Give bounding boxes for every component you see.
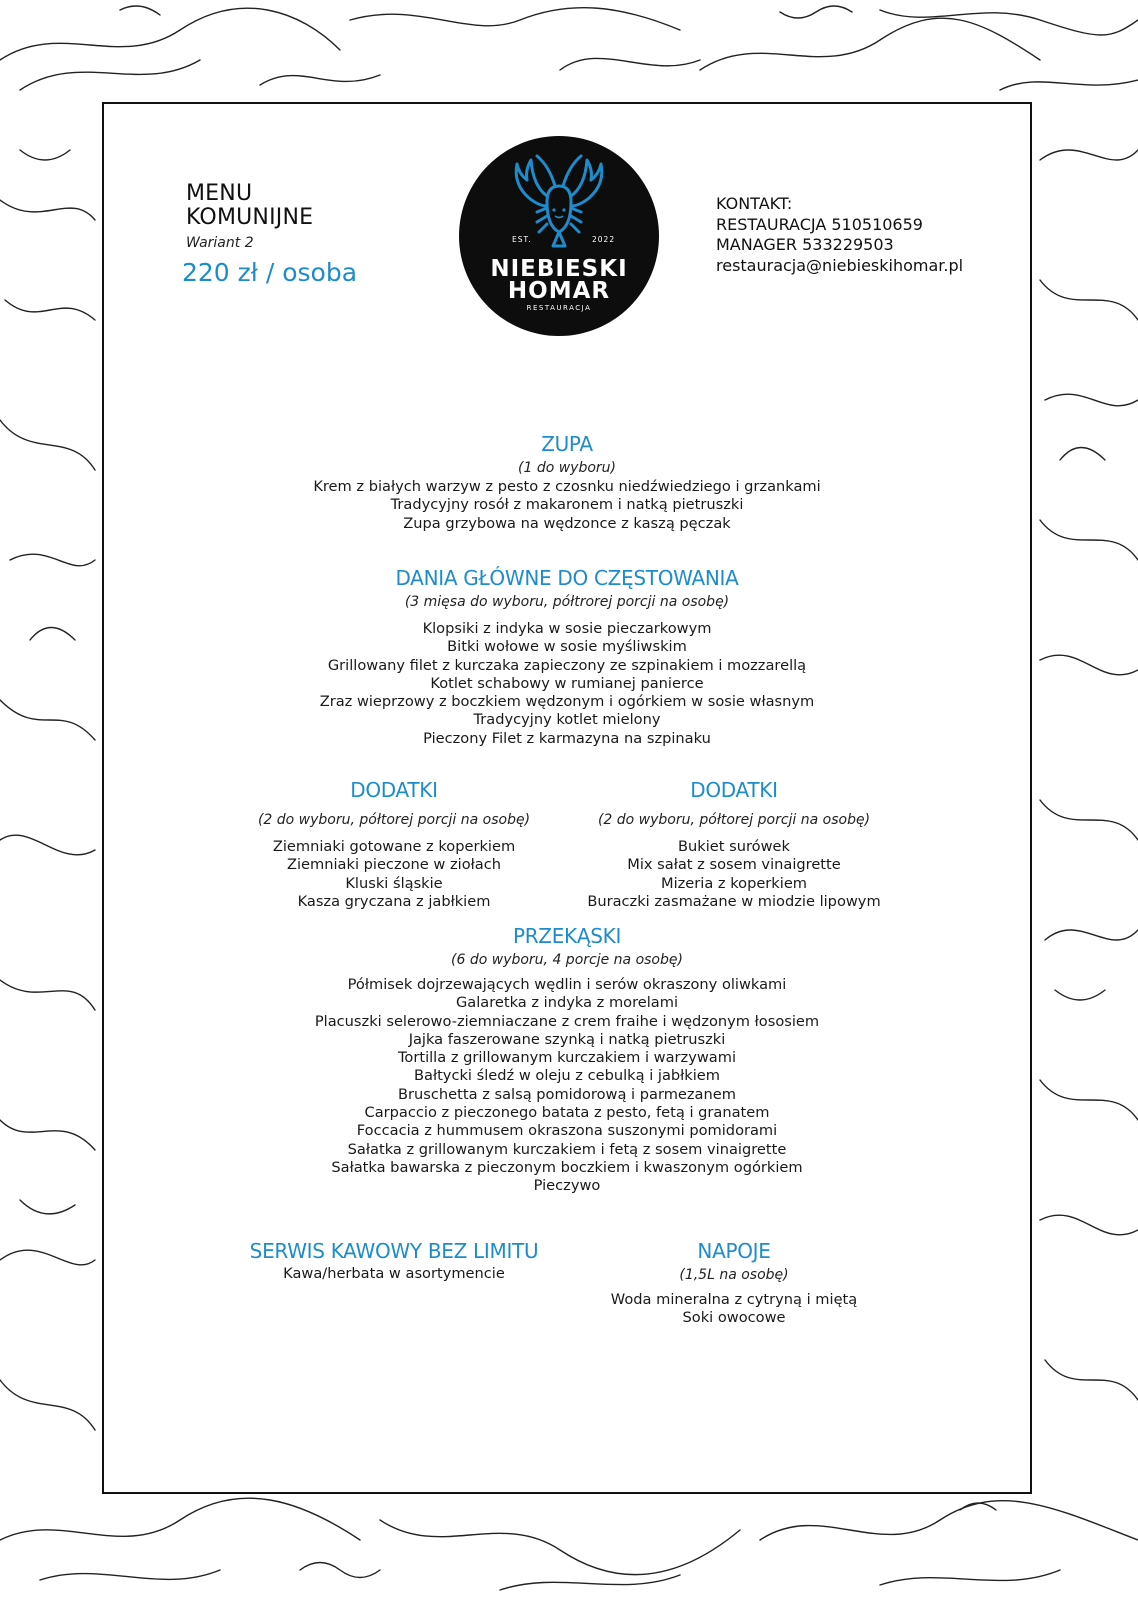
contact-email: restauracja@niebieskihomar.pl — [716, 255, 964, 275]
contact-label: KONTAKT: — [716, 194, 793, 213]
menu-frame — [102, 102, 1032, 1494]
section-title: SERWIS KAWOWY BEZ LIMITU — [249, 1239, 539, 1263]
list-item: Mix sałat z sosem vinaigrette — [627, 856, 841, 874]
list-item: Bałtycki śledź w oleju z cebulką i jabłkiem — [413, 1067, 720, 1085]
section-title: ZUPA — [541, 432, 593, 456]
section-zupa — [104, 430, 1030, 533]
list-item: Grillowany filet z kurczaka zapieczony ze szpinakiem i mozzarellą — [327, 656, 807, 674]
list-item: Klopsiki z indyka w sosie pieczarkowym — [422, 620, 712, 637]
list-item: Pieczony Filet z karmazyna na szpinaku — [423, 729, 711, 747]
section-dodatki-right — [564, 776, 904, 911]
list-item: Tradycyjny kotlet mielony — [473, 711, 661, 729]
menu-title — [186, 182, 313, 230]
logo-name-line1: NIEBIESKI — [490, 256, 628, 282]
item-list — [214, 838, 574, 911]
section-title: PRZEKĄSKI — [512, 924, 622, 948]
list-item: Pieczywo — [533, 1177, 601, 1195]
item-list — [104, 620, 1030, 748]
list-item: Półmisek dojrzewających wędlin i serów okraszony oliwkami — [347, 976, 787, 993]
contact-manager-phone: MANAGER 533229503 — [716, 235, 894, 254]
list-item: Bitki wołowe w sosie myśliwskim — [447, 638, 687, 656]
list-item: Tortilla z grillowanym kurczakiem i warzywami — [397, 1049, 737, 1067]
list-item: Soki owocowe — [682, 1309, 786, 1327]
item-list — [104, 976, 1030, 1196]
item-list — [584, 1291, 884, 1328]
list-item: Buraczki zasmażane w miodzie lipowym — [587, 892, 881, 910]
section-note: (1 do wyboru) — [518, 460, 616, 476]
list-item: Carpaccio z pieczonego batata z pesto, fetą i granatem — [364, 1104, 770, 1122]
list-item: Tradycyjny rosół z makaronem i natką pietruszki — [390, 496, 744, 514]
contact-restaurant-phone: RESTAURACJA 510510659 — [716, 214, 923, 234]
section-note: (2 do wyboru, półtorej porcji na osobę) — [597, 812, 871, 828]
logo-name-line2: HOMAR — [507, 278, 611, 304]
section-note: (3 mięsa do wyboru, półtrorej porcji na osobę) — [404, 594, 730, 610]
section-dania-glowne — [104, 564, 1030, 748]
section-title: DANIA GŁÓWNE DO CZĘSTOWANIA — [395, 566, 739, 590]
list-item: Bukiet surówek — [678, 838, 790, 855]
list-item: Krem z białych warzyw z pesto z czosnku niedźwiedziego i grzankami — [313, 478, 821, 495]
section-serwis-kawowy — [194, 1237, 594, 1283]
section-napoje — [584, 1237, 884, 1328]
contact-block — [716, 194, 963, 276]
list-item: Kluski śląskie — [345, 874, 443, 892]
list-item: Woda mineralna z cytryną i miętą — [610, 1291, 858, 1308]
item-list — [104, 478, 1030, 533]
list-item: Sałatka z grillowanym kurczakiem i fetą z sosem vinaigrette — [347, 1140, 787, 1158]
list-item: Placuszki selerowo-ziemniaczane z crem fraihe i wędzonym łososiem — [314, 1012, 820, 1030]
item-list — [194, 1265, 594, 1283]
section-note: (6 do wyboru, 4 porcje na osobę) — [451, 952, 683, 968]
list-item: Galaretka z indyka z morelami — [455, 994, 679, 1012]
list-item: Kasza gryczana z jabłkiem — [297, 892, 491, 910]
list-item: Jajka faszerowane szynką i natką pietruszki — [408, 1030, 726, 1048]
list-item: Bruschetta z salsą pomidorową i parmezanem — [398, 1085, 736, 1103]
item-list — [564, 838, 904, 911]
list-item: Kawa/herbata w asortymencie — [283, 1265, 505, 1282]
section-note: (2 do wyboru, półtorej porcji na osobę) — [257, 812, 531, 828]
logo-subtitle: RESTAURACJA — [526, 304, 592, 312]
section-dodatki-left — [214, 776, 574, 911]
section-przekaski — [104, 922, 1030, 1196]
list-item: Kotlet schabowy w rumianej panierce — [430, 674, 704, 692]
section-title: DODATKI — [350, 778, 438, 802]
list-item: Zraz wieprzowy z boczkiem wędzonym i ogórkiem w sosie własnym — [319, 693, 815, 711]
logo-year: 2022 — [592, 235, 616, 244]
price-per-person: 220 zł / osoba — [182, 258, 358, 287]
list-item: Mizeria z koperkiem — [660, 874, 808, 892]
list-item: Foccacia z hummusem okraszona suszonymi pomidorami — [356, 1122, 778, 1140]
restaurant-logo — [459, 136, 659, 336]
menu-title-line2: KOMUNIJNE — [186, 205, 314, 230]
section-title: NAPOJE — [697, 1239, 771, 1263]
variant-label: Wariant 2 — [186, 235, 254, 251]
section-title: DODATKI — [690, 778, 778, 802]
logo-est: EST. — [512, 235, 532, 244]
list-item: Zupa grzybowa na wędzonce z kaszą pęczak — [403, 514, 731, 532]
menu-title-line1: MENU — [186, 181, 253, 206]
list-item: Ziemniaki pieczone w ziołach — [287, 856, 501, 874]
section-note: (1,5L na osobę) — [679, 1267, 789, 1283]
list-item: Ziemniaki gotowane z koperkiem — [272, 838, 516, 855]
list-item: Sałatka bawarska z pieczonym boczkiem i kwaszonym ogórkiem — [331, 1158, 803, 1176]
